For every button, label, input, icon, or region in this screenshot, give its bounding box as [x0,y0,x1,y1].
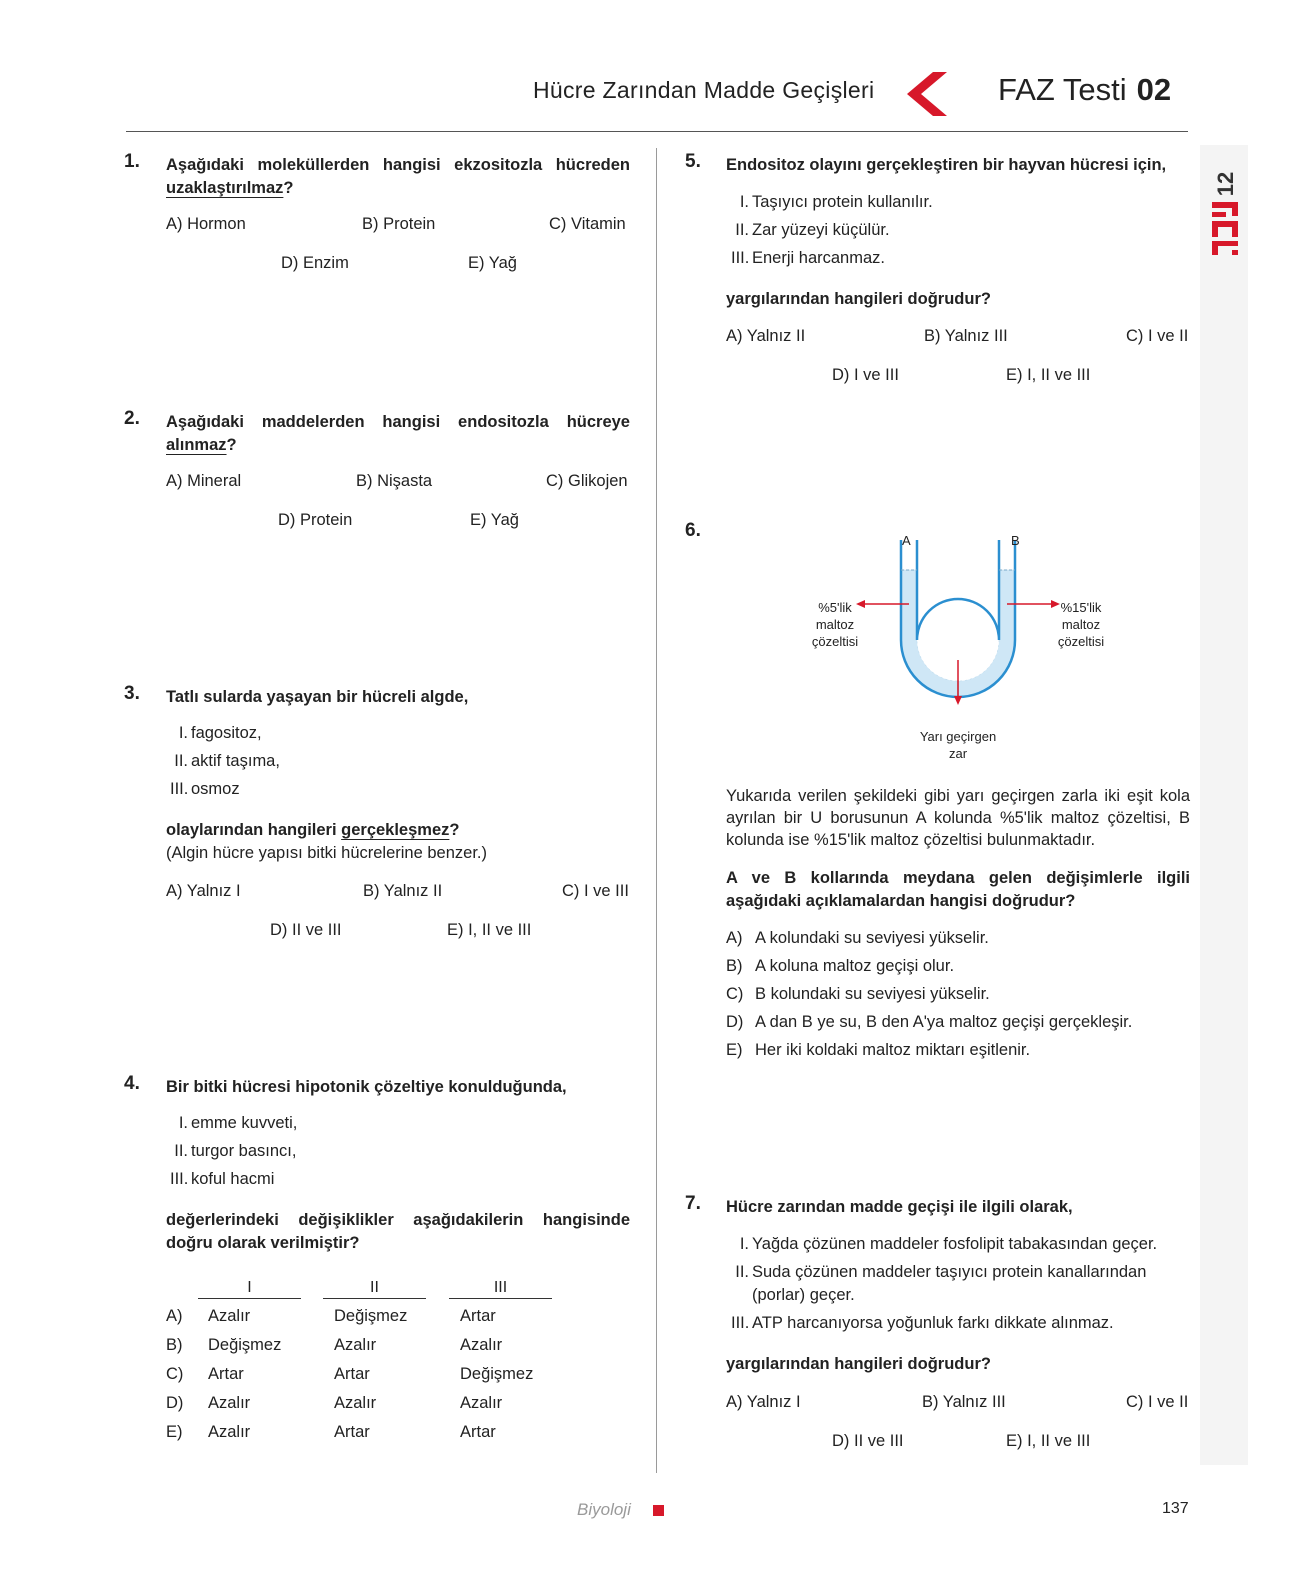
q3-option-a[interactable]: A) Yalnız I [166,882,241,900]
test-number: 02 [1136,72,1172,107]
q4-row-a-col2: Değişmez [334,1307,408,1325]
q3-option-d[interactable]: D) II ve III [270,921,342,939]
q6-option-e[interactable]: E) Her iki koldaki maltoz miktarı eşitlenir. [726,1041,1031,1059]
q4-row-c-label: C) [166,1365,184,1383]
q2-qmark: ? [226,436,237,454]
q4-item-2: II. turgor basıncı, [174,1142,297,1160]
q6-option-d[interactable]: D) A dan B ye su, B den A'ya maltoz geçişi gerçekleşir. [726,1013,1133,1031]
q6-option-a[interactable]: A) A kolundaki su seviyesi yükselir. [726,929,989,947]
q4-row-a-col1: Azalır [208,1307,251,1325]
q3-note: (Algin hücre yapısı bitki hücrelerine benzer.) [166,844,487,862]
q2-option-a[interactable]: A) Mineral [166,472,242,490]
q3-option-e[interactable]: E) I, II ve III [447,921,532,939]
q5-option-c[interactable]: C) I ve II [1126,327,1189,345]
q3-item-1: I. fagositoz, [178,724,262,742]
q5-item-1: I. Taşıyıcı protein kullanılır. [739,193,933,211]
left-solution-label: %5'lik maltoz çözeltisi [811,600,859,649]
side-strip [1200,145,1248,1465]
q1-option-d[interactable]: D) Enzim [281,254,349,272]
q4-number: 4. [124,1073,140,1094]
fcz-logo-tab [1206,150,1246,260]
column-divider [656,148,657,1473]
q2-text [166,411,630,457]
footer-subject: Biyoloji [577,1500,631,1519]
q2-option-c[interactable]: C) Glikojen [546,472,628,490]
q7-number: 7. [685,1193,701,1214]
test-title [998,72,1171,108]
q7-item-2-cont: (porlar) geçer. [752,1286,855,1304]
q7-option-c[interactable]: C) I ve II [1126,1393,1189,1411]
q5-intro: Endositoz olayını gerçekleştiren bir hayvan hücresi için, [726,156,1167,174]
q1-option-e[interactable]: E) Yağ [468,254,517,272]
q5-option-a[interactable]: A) Yalnız II [726,327,806,345]
q1-text-line1: Aşağıdaki moleküllerden hangisi ekzositozla hücreden [166,156,630,174]
test-name: FAZ Testi [998,72,1127,107]
side-tab-number: 12 [1213,171,1238,197]
q1-number: 1. [124,151,140,172]
q3-underlined: gerçekleşmez [341,821,450,839]
q4-row-b-col1: Değişmez [208,1336,282,1354]
q3-item-3: III. osmoz [170,780,240,798]
q6-number: 6. [685,520,701,541]
q4-row-d-label: D) [166,1394,184,1412]
q6-text: Yukarıda verilen şekildeki gibi yarı geçirgen zarla iki eşit kola ayrılan bir U borusunun A kolunda %5'lik maltoz çözeltisi, B kolunda ise %15'lik maltoz çözeltisi bulunmaktadır. [726,787,1190,849]
q4-intro: Bir bitki hücresi hipotonik çözeltiye konulduğunda, [166,1078,567,1096]
q4-row-d-col2: Azalır [334,1394,377,1412]
q7-prompt: yargılarından hangileri doğrudur? [726,1355,991,1373]
diagram-label-a: A [902,533,911,548]
q4-table-header-1: I [198,1279,301,1299]
q1-option-a[interactable]: A) Hormon [166,215,246,233]
q4-row-d-col3: Azalır [460,1394,503,1412]
q7-intro: Hücre zarından madde geçişi ile ilgili olarak, [726,1198,1073,1216]
q3-option-c[interactable]: C) I ve III [562,882,629,900]
q3-prompt: olaylarından hangileri gerçekleşmez? [166,821,460,839]
chevron-left-icon [903,70,951,118]
q4-row-e-col2: Artar [334,1423,370,1441]
q4-row-b-col2: Azalır [334,1336,377,1354]
q4-row-c-col1: Artar [208,1365,244,1383]
q2-option-b[interactable]: B) Nişasta [356,472,433,490]
q4-row-c-col3: Değişmez [460,1365,534,1383]
q7-item-1: I. Yağda çözünen maddeler fosfolipit tabakasından geçer. [739,1235,1158,1253]
page-number: 137 [1162,1500,1189,1517]
q4-row-e-col1: Azalır [208,1423,251,1441]
q5-option-e[interactable]: E) I, II ve III [1006,366,1091,384]
q1-text [166,154,630,200]
q6-option-c[interactable]: C) B kolundaki su seviyesi yükselir. [726,985,990,1003]
q4-prompt: değerlerindeki değişiklikler aşağıdakilerin hangisinde doğru olarak verilmiştir? [166,1211,630,1252]
q4-table-header-2: II [323,1279,426,1299]
q4-row-c-col2: Artar [334,1365,370,1383]
q5-prompt: yargılarından hangileri doğrudur? [726,290,991,308]
q4-item-1: I. emme kuvveti, [178,1114,298,1132]
diagram-label-b: B [1011,533,1020,548]
q1-underlined: uzaklaştırılmaz [166,179,284,197]
q3-item-2: II. aktif taşıma, [174,752,280,770]
q5-option-d[interactable]: D) I ve III [832,366,899,384]
q7-option-e[interactable]: E) I, II ve III [1006,1432,1091,1450]
q7-option-a[interactable]: A) Yalnız I [726,1393,801,1411]
q2-underlined: alınmaz [166,436,227,454]
q4-row-a-label: A) [166,1307,183,1325]
q2-option-d[interactable]: D) Protein [278,511,353,529]
q4-row-d-col1: Azalır [208,1394,251,1412]
q4-table-header-3: III [449,1279,552,1299]
q4-row-e-col3: Artar [460,1423,496,1441]
q4-row-b-col3: Azalır [460,1336,503,1354]
q2-number: 2. [124,408,140,429]
q4-item-3: III. koful hacmi [170,1170,275,1188]
q7-item-2: II. Suda çözünen maddeler taşıyıcı protein kanallarından [735,1263,1147,1281]
footer-square-icon [653,1505,664,1516]
header-divider [126,131,1188,132]
q5-item-2: II. Zar yüzeyi küçülür. [735,221,890,239]
q7-option-d[interactable]: D) II ve III [832,1432,904,1450]
q3-number: 3. [124,683,140,704]
q4-row-e-label: E) [166,1423,183,1441]
q4-row-b-label: B) [166,1336,183,1354]
q1-option-b[interactable]: B) Protein [362,215,436,233]
q6-prompt: A ve B kollarında meydana gelen değişimlerle ilgili aşağıdaki açıklamalardan hangisi doğrudur? [726,869,1190,910]
q2-option-e[interactable]: E) Yağ [470,511,519,529]
q4-row-a-col3: Artar [460,1307,496,1325]
q3-option-b[interactable]: B) Yalnız II [363,882,443,900]
q6-option-b[interactable]: B) A koluna maltoz geçişi olur. [726,957,955,975]
right-solution-label: %15'lik maltoz çözeltisi [1057,600,1105,649]
q2-text-line1: Aşağıdaki maddelerden hangisi endositozla hücreye [166,413,630,431]
q5-item-3: III. Enerji harcanmaz. [731,249,885,267]
q3-intro: Tatlı sularda yaşayan bir hücreli algde, [166,688,469,706]
membrane-label: Yarı geçirgen zar [919,729,997,761]
q5-option-b[interactable]: B) Yalnız III [924,327,1008,345]
q1-qmark: ? [283,179,294,197]
page-header-title: Hücre Zarından Madde Geçişleri [533,77,875,103]
q7-item-3: III. ATP harcanıyorsa yoğunluk farkı dikkate alınmaz. [731,1314,1114,1332]
q7-option-b[interactable]: B) Yalnız III [922,1393,1006,1411]
q5-number: 5. [685,151,701,172]
q1-option-c[interactable]: C) Vitamin [549,215,626,233]
